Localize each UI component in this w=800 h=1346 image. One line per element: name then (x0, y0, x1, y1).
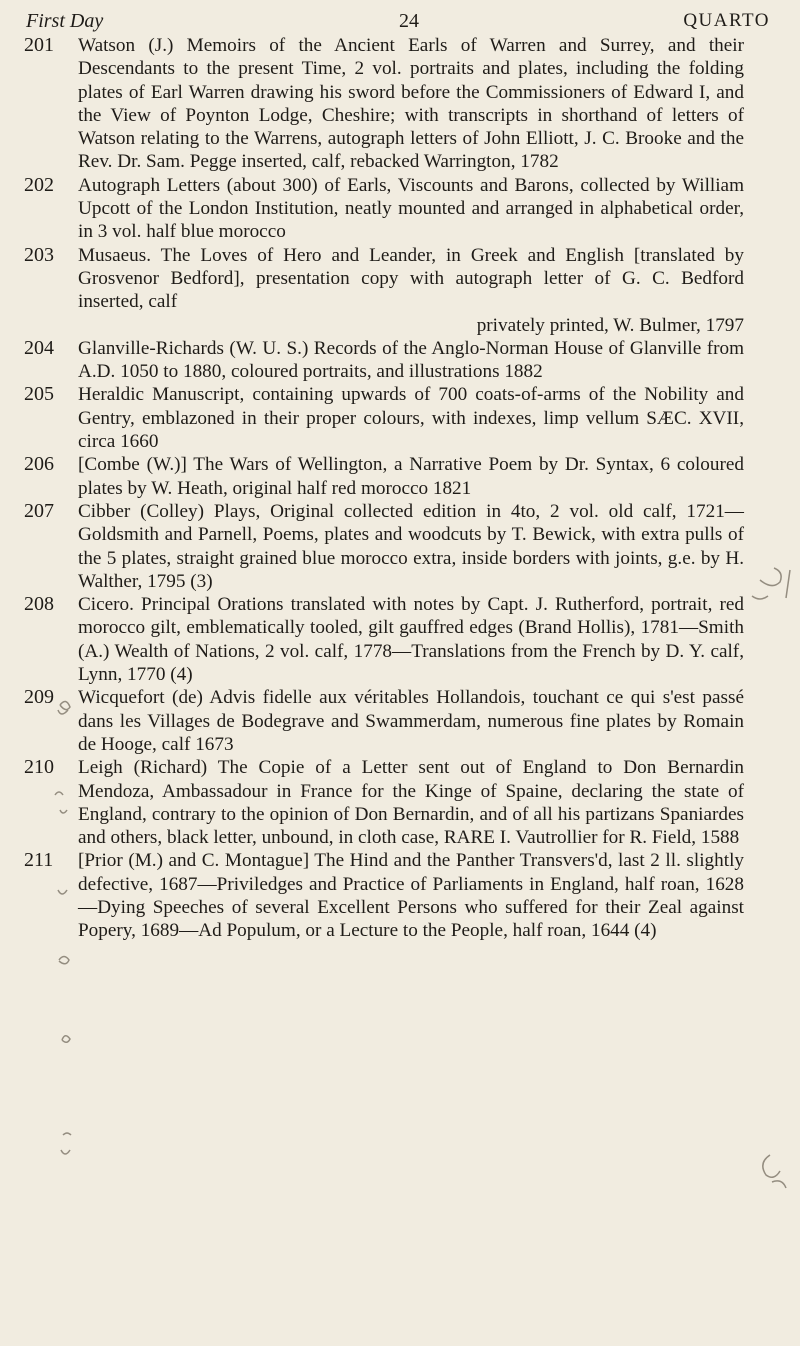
lot-list (24, 34, 744, 943)
page-number: 24 (399, 10, 419, 32)
lot-description: Heraldic Manuscript, containing upwards of 700 coats-of-arms of the Nobility and Gentry, emblazoned in their proper colours, with indexes, limp vellum SÆC. XVII, circa 1660 (78, 384, 744, 453)
lot-entry (24, 500, 744, 593)
lot-description: Musaeus. The Loves of Hero and Leander, in Greek and English [translated by Grosvenor Bedford], presentation copy with autograph letter of G. C. Bedford inserted, calf (78, 244, 744, 313)
lot-number: 207 (24, 499, 54, 522)
lot-number: 206 (24, 453, 54, 476)
lot-imprint: privately printed, W. Bulmer, 1797 (476, 314, 744, 336)
lot-number: 210 (24, 756, 54, 779)
header-day-label: First Day (26, 10, 104, 32)
header-section-label: QUARTO (683, 10, 770, 31)
lot-description: [Combe (W.)] The Wars of Wellington, a Narrative Poem by Dr. Syntax, 6 coloured plates by W. Heath, original half red morocco 1821 (78, 454, 744, 499)
lot-number: 201 (24, 34, 54, 56)
lot-description: [Prior (M.) and C. Montague] The Hind and the Panther Transvers'd, last 2 ll. slightly defective, 1687—Priviledges and Practice of Parliaments in England, half roan, 1628—Dying Speeches of several Excellent Persons who suffered for their Zeal against Popery, 1689—Ad Populum, or a Lecture to the People, half roan, 1644 (4) (78, 850, 744, 942)
lot-entry (24, 34, 744, 174)
lot-number: 204 (24, 336, 54, 359)
lot-entry (24, 174, 744, 244)
lot-entry (24, 593, 744, 686)
lot-description: Autograph Letters (about 300) of Earls, Viscounts and Barons, collected by William Upcott of the London Institution, neatly mounted and arranged in alphabetical order, in 3 vol. half blue morocco (78, 174, 744, 243)
lot-description: Watson (J.) Memoirs of the Ancient Earls of Warren and Surrey, and their Descendants to the present Time, 2 vol. portraits and plates, including the folding plates of Earl Warren drawing his sword before the Commissioners of Edward I, and the View of Poynton Lodge, Cheshire; with transcripts in shorthand of letters of Watson relating to the Warrens, autograph letters of John Elliott, J. C. Brooke and the Rev. Dr. Sam. Pegge inserted, calf, rebacked Warrington, 1782 (78, 35, 744, 173)
lot-number: 209 (24, 686, 54, 709)
lot-entry (24, 337, 744, 384)
lot-number: 203 (24, 243, 54, 266)
lot-entry (24, 686, 744, 756)
lot-number: 202 (24, 173, 54, 196)
lot-entry (24, 453, 744, 500)
lot-entry (24, 244, 744, 337)
lot-entry (24, 849, 744, 942)
lot-description: Wicquefort (de) Advis fidelle aux véritables Hollandois, touchant ce qui s'est passé dans les Villages de Bodegrave and Swammerdam, numerous fine plates by Romain de Hooge, calf 1673 (78, 687, 744, 755)
lot-description: Leigh (Richard) The Copie of a Letter sent out of England to Don Bernardin Mendoza, Ambassadour in France for the Kinge of Spaine, declaring the state of England, contrary to the opinion of Don Bernardin, and of all his partizans Spaniardes and others, black letter, unbound, in cloth case, RARE I. Vautrollier for R. Field, 1588 (78, 757, 744, 849)
lot-description: Cicero. Principal Orations translated with notes by Capt. J. Rutherford, portrait, red morocco gilt, emblematically tooled, gilt gauffred edges (Brand Hollis), 1781—Smith (A.) Wealth of Nations, 2 vol. calf, 1778—Translations from the French by D. Y. calf, Lynn, 1770 (4) (78, 594, 744, 686)
lot-description: Cibber (Colley) Plays, Original collected edition in 4to, 2 vol. old calf, 1721—Goldsmith and Parnell, Poems, plates and woodcuts by T. Bewick, with extra pulls of the 5 plates, straight grained blue morocco extra, inside borders with joints, g.e. by H. Walther, 1795 (3) (78, 500, 744, 592)
lot-number: 205 (24, 383, 54, 406)
lot-number: 208 (24, 593, 54, 616)
lot-number: 211 (24, 849, 54, 872)
lot-entry (24, 383, 744, 453)
lot-entry (24, 756, 744, 849)
lot-description: Glanville-Richards (W. U. S.) Records of the Anglo-Norman House of Glanville from A.D. 1050 to 1880, coloured portraits, and illustrations 1882 (78, 337, 744, 383)
